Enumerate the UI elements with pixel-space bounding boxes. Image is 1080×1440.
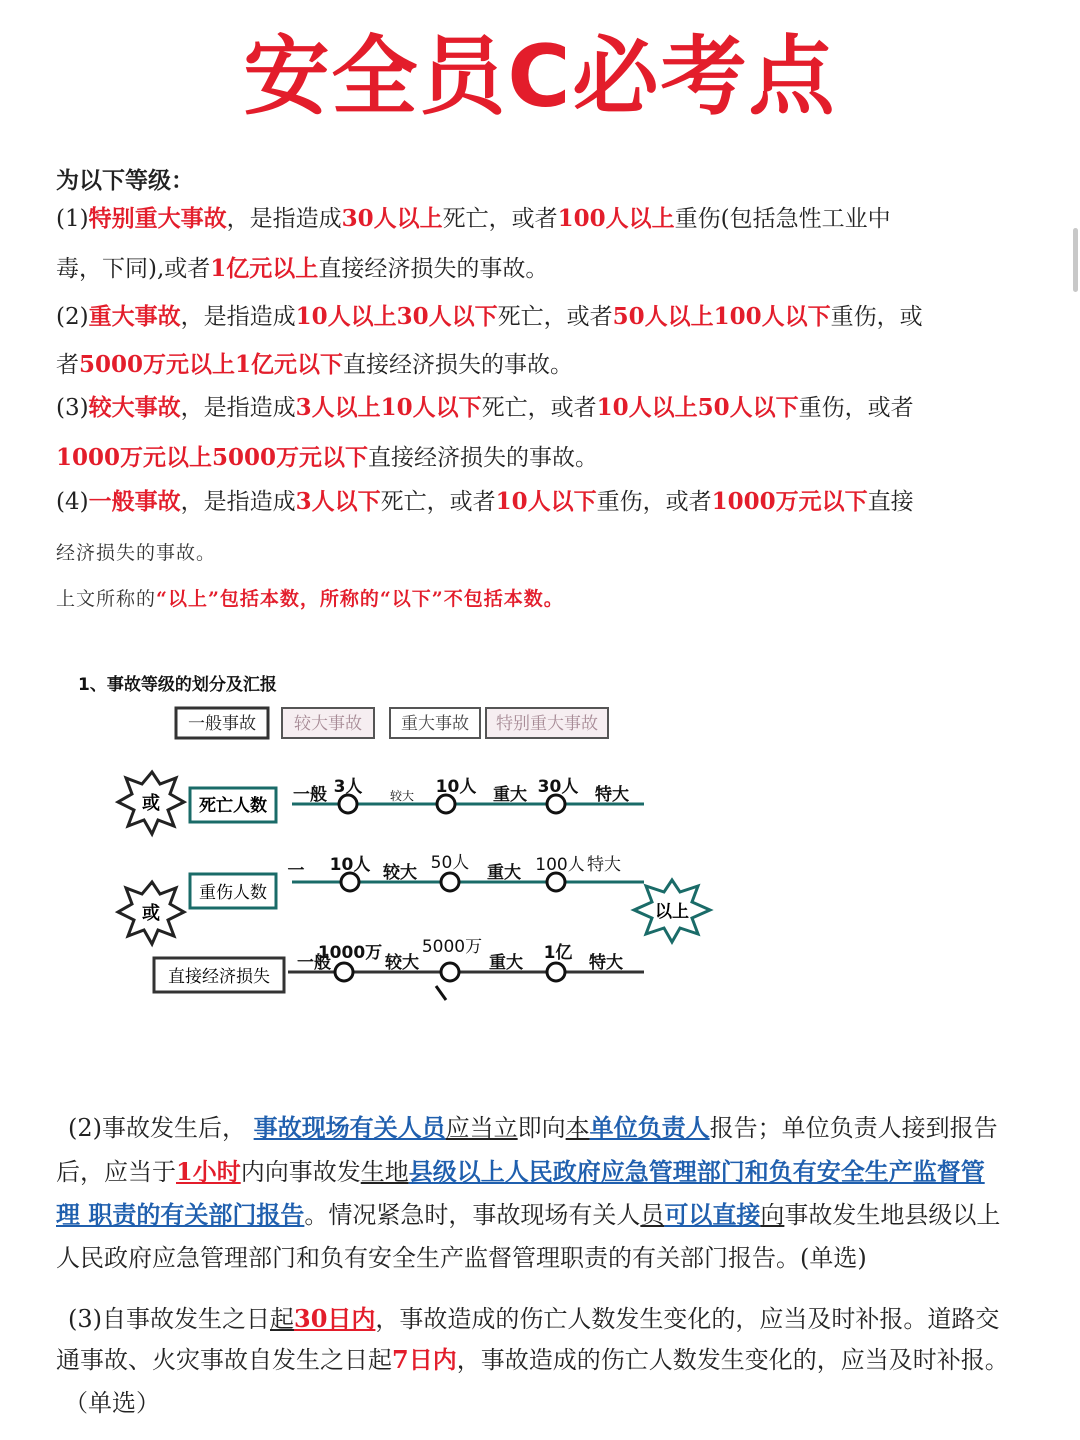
marker-death-1 (339, 795, 357, 813)
item2-line2: 者5000万元以上1亿元以下直接经济损失的事故。 (56, 351, 574, 378)
or-label-1: 或 (142, 793, 160, 814)
marker-death-2 (437, 795, 455, 813)
loss-mark-2: 5000万 (421, 937, 483, 957)
marker-injury-3 (547, 873, 565, 891)
loss-mark-1: 1000万 (317, 943, 383, 963)
death-mark-1: 3人 (333, 777, 363, 797)
marker-death-3 (547, 795, 565, 813)
marker-loss-3 (547, 963, 565, 981)
item4-line1: (4)一般事故，是指造成3人以下死亡，或者10人以下重伤，或者1000万元以下直接 (56, 488, 914, 515)
accident-level-diagram (60, 660, 760, 1020)
loss-seg-2: 较大 (385, 953, 419, 973)
injury-mark-1: 10人 (329, 855, 371, 875)
injury-seg-3: 重大 (487, 863, 521, 883)
loss-seg-4: 特大 (589, 953, 623, 973)
item1-line1: (1)特别重大事故，是指造成30人以上死亡，或者100人以上重伤(包括急性工业中 (56, 205, 891, 232)
marker-injury-1 (341, 873, 359, 891)
or-label-2: 或 (142, 903, 160, 924)
level-label-especially: 特别重大事故 (496, 714, 598, 734)
or-burst-1 (118, 772, 184, 834)
marker-injury-2 (441, 873, 459, 891)
above-label: 以上 (655, 902, 689, 922)
level-label-general: 一般事故 (188, 714, 256, 734)
level-label-larger: 较大事故 (294, 714, 362, 734)
p3-line3: （单选） (64, 1389, 160, 1417)
injury-seg-1: 一 (287, 861, 305, 881)
injury-seg-2: 较大 (383, 863, 417, 883)
injury-seg-4: 特大 (587, 855, 621, 875)
death-seg-3: 重大 (493, 785, 527, 805)
p2-line4: 人民政府应急管理部门和负有安全生产监督管理职责的有关部门报告。(单选) (56, 1244, 867, 1272)
scrollbar[interactable] (1073, 228, 1078, 292)
level-label-major: 重大事故 (401, 714, 469, 734)
p3-line1: (3)自事故发生之日起30日内，事故造成的伤亡人数发生变化的，应当及时补报。道路交 (68, 1304, 1000, 1333)
p3-line2: 通事故、火灾事故自发生之日起7日内，事故造成的伤亡人数发生变化的，应当及时补报。 (56, 1345, 1009, 1374)
diagram-title: 1、事故等级的划分及汇报 (78, 675, 277, 695)
above-burst (634, 880, 710, 942)
item3-line1: (3)较大事故，是指造成3人以上10人以下死亡，或者10人以上50人以下重伤，或者 (56, 394, 914, 421)
item4-line2: 经济损失的事故。 (56, 542, 217, 564)
item3-line2: 1000万元以上5000万元以下直接经济损失的事故。 (56, 444, 599, 471)
row-label-death: 死亡人数 (199, 796, 267, 816)
row-label-loss: 直接经济损失 (168, 967, 270, 987)
page-title: 安全员C必考点 (243, 27, 837, 127)
death-seg-1: 一般 (293, 785, 327, 805)
death-mark-2: 10人 (435, 777, 477, 797)
p2-line1: (2)事故发生后， 事故现场有关人员应当立即向本单位负责人报告；单位负责人接到报告 (68, 1113, 998, 1142)
loss-mark-3: 1亿 (543, 943, 573, 963)
marker-loss-2 (441, 963, 459, 981)
diagram-pointer-mark (436, 986, 446, 1000)
death-mark-3: 30人 (537, 777, 579, 797)
loss-seg-3: 重大 (489, 953, 523, 973)
row-label-injury: 重伤人数 (199, 883, 267, 903)
item2-line1: (2)重大事故，是指造成10人以上30人以下死亡，或者50人以上100人以下重伤，或 (56, 303, 923, 330)
death-seg-4: 特大 (595, 785, 629, 805)
p2-line2: 后，应当于1小时内向事故发生地县级以上人民政府应急管理部门和负有安全生产监督管 (56, 1157, 985, 1186)
note-line: 上文所称的“以上”包括本数，所称的“以下”不包括本数。 (56, 588, 564, 610)
section-heading: 为以下等级： (56, 167, 194, 194)
marker-loss-1 (335, 963, 353, 981)
loss-seg-1: 一般 (297, 953, 331, 973)
death-seg-2: 较大 (389, 789, 415, 803)
item1-line2: 毒，下同),或者1亿元以上直接经济损失的事故。 (56, 255, 549, 282)
p2-line3: 理 职责的有关部门报告。情况紧急时，事故现场有关人员可以直接向事故发生地县级以上 (56, 1200, 1001, 1229)
injury-mark-2: 50人 (430, 853, 470, 873)
or-burst-2 (118, 882, 184, 944)
injury-mark-3: 100人 (535, 855, 585, 875)
